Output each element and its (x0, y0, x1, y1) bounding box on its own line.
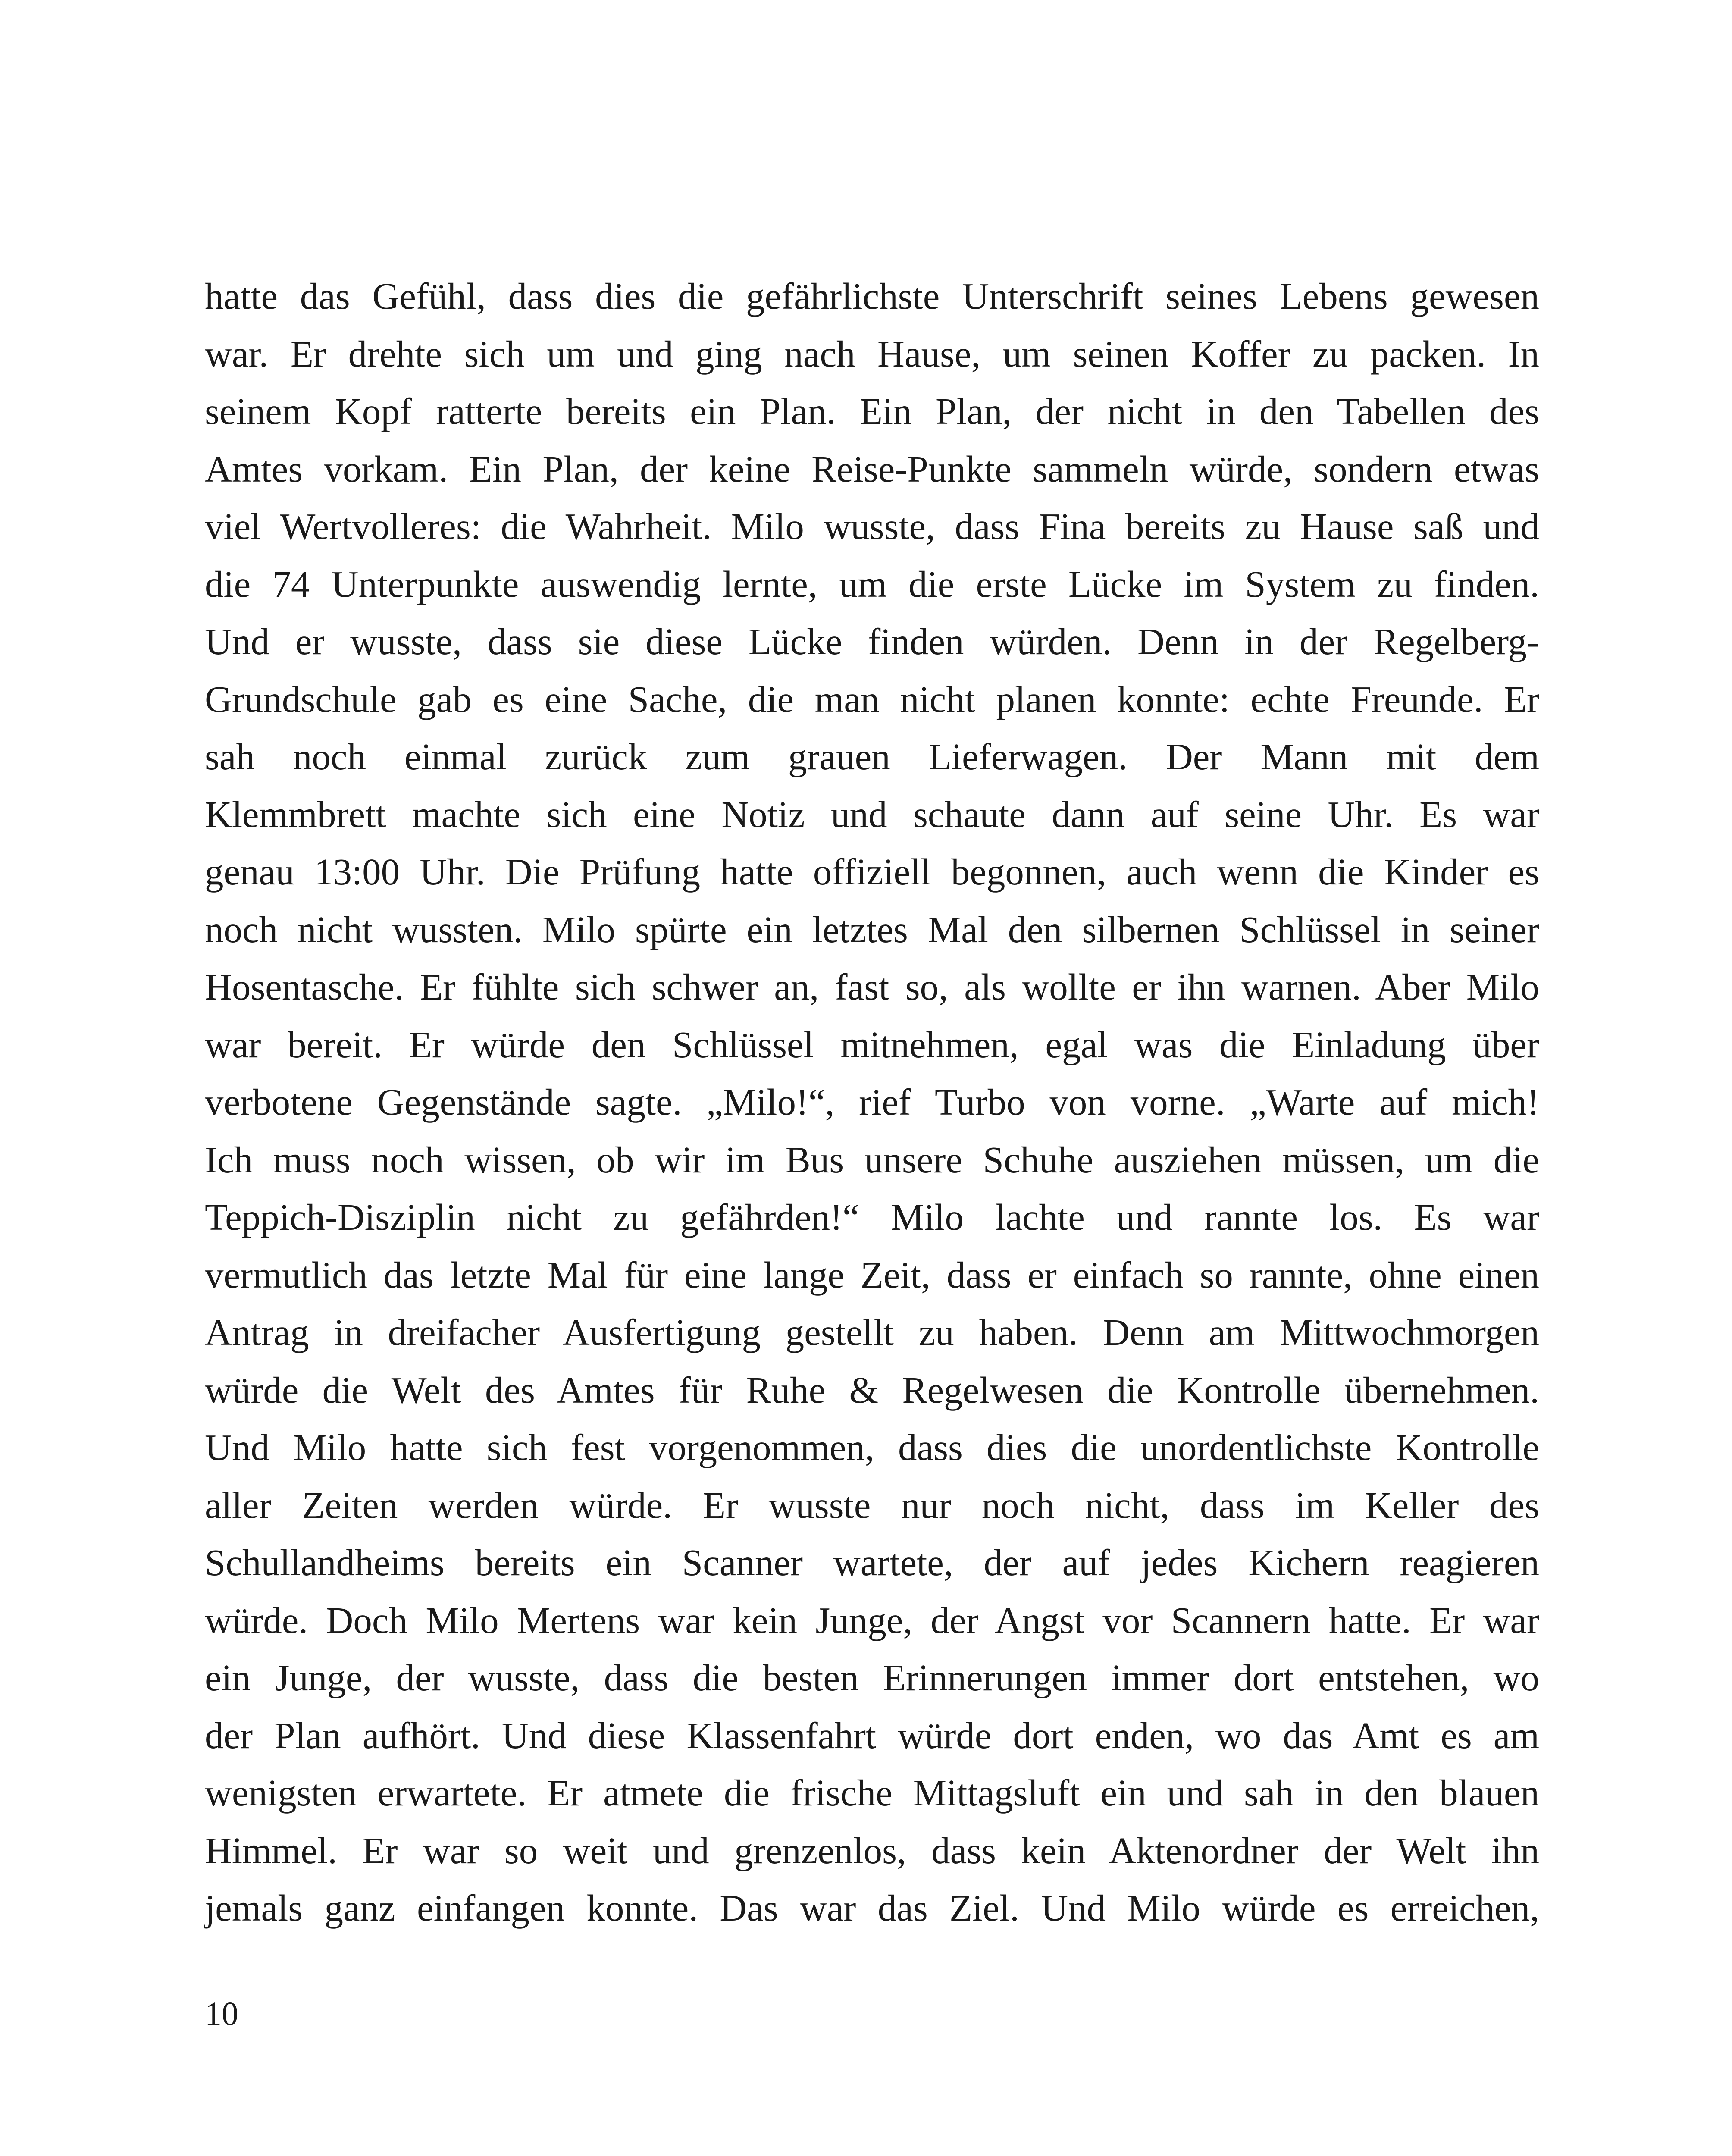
text-line: würde. Doch Milo Mertens war kein Junge, der Angst vor Scannern hatte. Er war (205, 1599, 1539, 1641)
page-number: 10 (205, 1995, 238, 2032)
text-line: vermutlich das letzte Mal für eine lange Zeit, dass er einfach so rannte, ohne einen (205, 1253, 1539, 1296)
text-line: Und Milo hatte sich fest vorgenommen, dass dies die unordentlichste Kontrolle (205, 1426, 1539, 1468)
text-line: die 74 Unterpunkte auswendig lernte, um die erste Lücke im System zu finden. (205, 563, 1539, 605)
text-line: verbotene Gegenstände sagte. „Milo!“, rief Turbo von vorne. „Warte auf mich! (205, 1081, 1539, 1123)
text-line: aller Zeiten werden würde. Er wusste nur noch nicht, dass im Keller des (205, 1484, 1539, 1526)
text-line: Antrag in dreifacher Ausfertigung gestellt zu haben. Denn am Mittwochmorgen (205, 1311, 1539, 1353)
text-line: jemals ganz einfangen konnte. Das war das Ziel. Und Milo würde es erreichen, (205, 1887, 1539, 1929)
text-line: Schullandheims bereits ein Scanner wartete, der auf jedes Kichern reagieren (205, 1542, 1539, 1583)
text-line: Grundschule gab es eine Sache, die man nicht planen konnte: echte Freunde. Er (205, 678, 1539, 720)
text-line: viel Wertvolleres: die Wahrheit. Milo wusste, dass Fina bereits zu Hause saß und (205, 505, 1539, 547)
text-line: war bereit. Er würde den Schlüssel mitnehmen, egal was die Einladung über (205, 1023, 1539, 1065)
text-line: Und er wusste, dass sie diese Lücke finden würden. Denn in der Regelberg- (205, 620, 1539, 662)
text-line: Teppich-Disziplin nicht zu gefährden!“ Milo lachte und rannte los. Es war (205, 1196, 1539, 1238)
text-line: hatte das Gefühl, dass dies die gefährlichste Unterschrift seines Lebens gewesen (205, 275, 1539, 317)
text-line: genau 13:00 Uhr. Die Prüfung hatte offiziell begonnen, auch wenn die Kinder es (205, 851, 1539, 893)
text-line: würde die Welt des Amtes für Ruhe & Regelwesen die Kontrolle übernehmen. (205, 1369, 1539, 1411)
text-line: der Plan aufhört. Und diese Klassenfahrt würde dort enden, wo das Amt es am (205, 1714, 1539, 1756)
text-line: Klemmbrett machte sich eine Notiz und schaute dann auf seine Uhr. Es war (205, 793, 1539, 835)
text-line: noch nicht wussten. Milo spürte ein letztes Mal den silbernen Schlüssel in seiner (205, 908, 1539, 950)
text-line: sah noch einmal zurück zum grauen Lieferwagen. Der Mann mit dem (205, 736, 1539, 777)
body-text (205, 267, 1539, 1937)
text-line: Himmel. Er war so weit und grenzenlos, dass kein Aktenordner der Welt ihn (205, 1829, 1539, 1871)
text-line: Ich muss noch wissen, ob wir im Bus unsere Schuhe ausziehen müssen, um die (205, 1138, 1539, 1181)
text-line: wenigsten erwartete. Er atmete die frische Mittagsluft ein und sah in den blauen (205, 1772, 1539, 1814)
text-line: ein Junge, der wusste, dass die besten Erinnerungen immer dort entstehen, wo (205, 1657, 1539, 1698)
text-line: Hosentasche. Er fühlte sich schwer an, fast so, als wollte er ihn warnen. Aber Milo (205, 966, 1539, 1008)
text-line: seinem Kopf ratterte bereits ein Plan. Ein Plan, der nicht in den Tabellen des (205, 390, 1539, 432)
text-line: war. Er drehte sich um und ging nach Hause, um seinen Koffer zu packen. In (205, 332, 1539, 375)
text-line: Amtes vorkam. Ein Plan, der keine Reise-Punkte sammeln würde, sondern etwas (205, 448, 1539, 490)
